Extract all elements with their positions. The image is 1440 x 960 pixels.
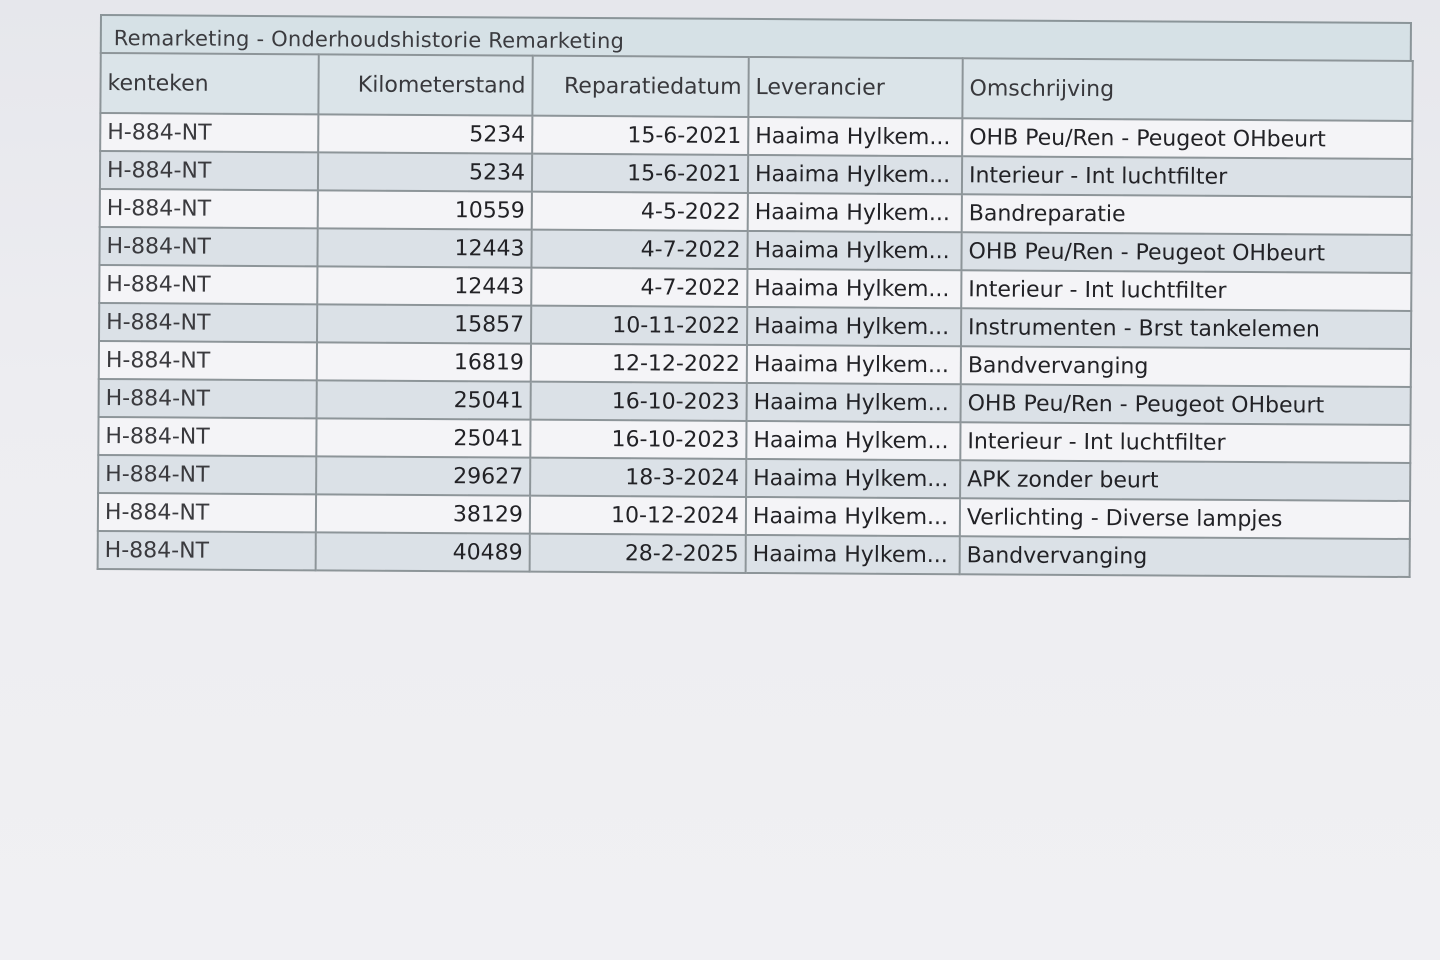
cell-omschrijving: Bandvervanging [961, 346, 1411, 387]
cell-kilometerstand: 25041 [316, 418, 530, 457]
cell-kenteken: H-884-NT [98, 455, 316, 494]
cell-reparatiedatum: 15-6-2021 [532, 154, 748, 193]
cell-kilometerstand: 12443 [317, 266, 531, 305]
cell-kenteken: H-884-NT [100, 151, 318, 190]
cell-reparatiedatum: 18-3-2024 [530, 458, 746, 497]
column-header-kenteken: kenteken [100, 53, 318, 114]
maintenance-history-report [97, 14, 1412, 578]
cell-omschrijving: APK zonder beurt [960, 460, 1410, 501]
cell-leverancier: Haaima Hylkem... [747, 269, 961, 308]
cell-omschrijving: Interieur - Int luchtfilter [960, 422, 1410, 463]
maintenance-table [97, 52, 1414, 578]
cell-omschrijving: Verlichting - Diverse lampjes [960, 498, 1410, 539]
cell-kenteken: H-884-NT [98, 531, 316, 570]
cell-kenteken: H-884-NT [99, 303, 317, 342]
table-row [98, 531, 1410, 577]
cell-reparatiedatum: 4-7-2022 [531, 268, 747, 307]
cell-omschrijving: OHB Peu/Ren - Peugeot OHbeurt [961, 232, 1411, 273]
cell-leverancier: Haaima Hylkem... [748, 117, 962, 156]
cell-kilometerstand: 38129 [316, 494, 530, 533]
cell-leverancier: Haaima Hylkem... [746, 459, 960, 498]
cell-leverancier: Haaima Hylkem... [746, 535, 960, 574]
cell-reparatiedatum: 12-12-2022 [531, 344, 747, 383]
cell-kenteken: H-884-NT [99, 379, 317, 418]
cell-reparatiedatum: 4-7-2022 [531, 230, 747, 269]
cell-omschrijving: Bandvervanging [960, 536, 1410, 577]
cell-omschrijving: OHB Peu/Ren - Peugeot OHbeurt [962, 118, 1412, 159]
cell-kilometerstand: 16819 [317, 342, 531, 381]
cell-leverancier: Haaima Hylkem... [747, 383, 961, 422]
cell-omschrijving: Interieur - Int luchtfilter [962, 156, 1412, 197]
cell-leverancier: Haaima Hylkem... [746, 421, 960, 460]
column-header-leverancier: Leverancier [748, 57, 962, 118]
cell-kenteken: H-884-NT [98, 493, 316, 532]
column-header-omschrijving: Omschrijving [962, 58, 1412, 121]
table-body [98, 113, 1413, 577]
cell-reparatiedatum: 10-12-2024 [530, 496, 746, 535]
cell-leverancier: Haaima Hylkem... [747, 345, 961, 384]
column-header-kilometerstand: Kilometerstand [318, 54, 532, 115]
cell-leverancier: Haaima Hylkem... [747, 231, 961, 270]
cell-reparatiedatum: 28-2-2025 [530, 534, 746, 573]
cell-kenteken: H-884-NT [99, 227, 317, 266]
cell-leverancier: Haaima Hylkem... [746, 497, 960, 536]
cell-kilometerstand: 29627 [316, 456, 530, 495]
column-header-reparatiedatum: Reparatiedatum [532, 56, 748, 117]
cell-kilometerstand: 12443 [317, 228, 531, 267]
cell-omschrijving: Bandreparatie [962, 194, 1412, 235]
cell-reparatiedatum: 10-11-2022 [531, 306, 747, 345]
cell-leverancier: Haaima Hylkem... [748, 155, 962, 194]
cell-kenteken: H-884-NT [99, 265, 317, 304]
cell-kenteken: H-884-NT [100, 113, 318, 152]
report-title: Remarketing - Onderhoudshistorie Remarketing [100, 14, 1412, 60]
header-row [100, 53, 1412, 121]
cell-kilometerstand: 40489 [316, 532, 530, 571]
cell-kilometerstand: 15857 [317, 304, 531, 343]
cell-omschrijving: Interieur - Int luchtfilter [961, 270, 1411, 311]
cell-reparatiedatum: 16-10-2023 [530, 420, 746, 459]
cell-kenteken: H-884-NT [98, 417, 316, 456]
cell-kenteken: H-884-NT [100, 189, 318, 228]
cell-reparatiedatum: 4-5-2022 [532, 192, 748, 231]
cell-kilometerstand: 10559 [318, 190, 532, 229]
cell-leverancier: Haaima Hylkem... [748, 193, 962, 232]
table-header [100, 53, 1412, 121]
cell-reparatiedatum: 16-10-2023 [531, 382, 747, 421]
cell-kenteken: H-884-NT [99, 341, 317, 380]
cell-kilometerstand: 5234 [318, 152, 532, 191]
cell-kilometerstand: 25041 [317, 380, 531, 419]
cell-kilometerstand: 5234 [318, 114, 532, 153]
cell-omschrijving: OHB Peu/Ren - Peugeot OHbeurt [961, 384, 1411, 425]
cell-reparatiedatum: 15-6-2021 [532, 116, 748, 155]
cell-leverancier: Haaima Hylkem... [747, 307, 961, 346]
cell-omschrijving: Instrumenten - Brst tankelemen [961, 308, 1411, 349]
